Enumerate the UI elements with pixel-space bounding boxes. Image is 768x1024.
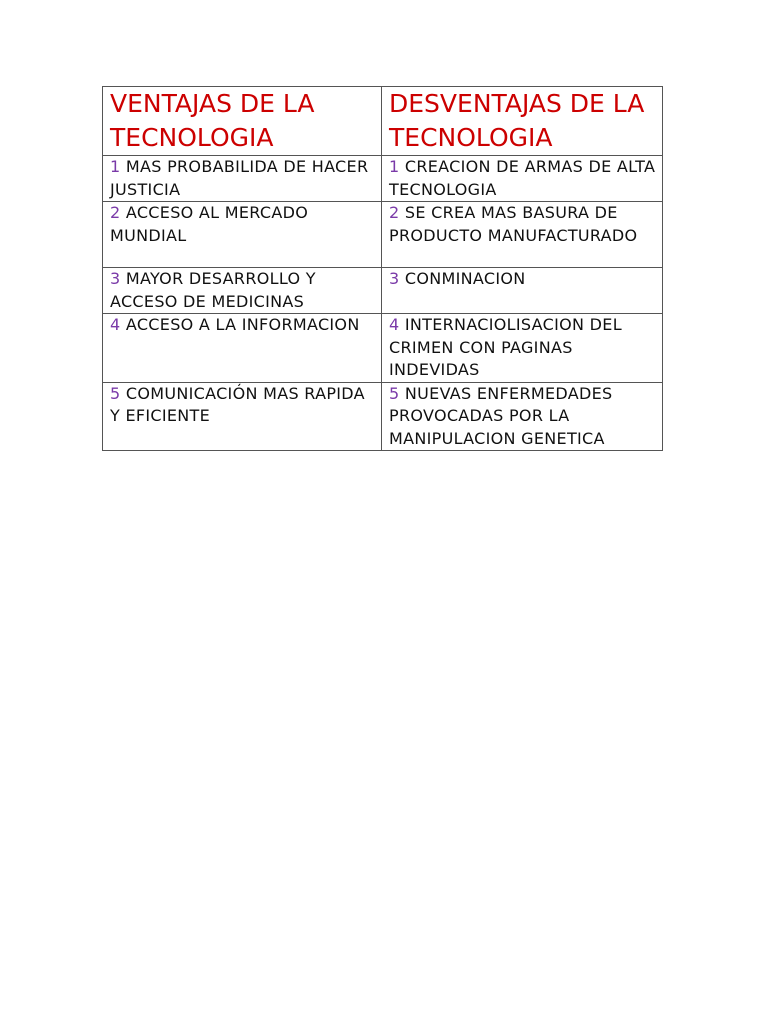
disadvantage-text: SE CREA MAS BASURA DE PRODUCTO MANUFACTURADO	[389, 203, 638, 245]
advantage-text: MAYOR DESARROLLO Y ACCESO DE MEDICINAS	[110, 269, 316, 311]
item-number: 5	[110, 383, 121, 403]
item-number: 4	[110, 315, 121, 334]
item-number: 2	[389, 203, 400, 222]
item-number: 4	[389, 315, 400, 334]
table-header-row	[103, 87, 663, 156]
table-row	[103, 314, 663, 383]
advantage-cell	[103, 156, 382, 202]
advantage-cell	[103, 268, 382, 314]
header-advantages: VENTAJAS DE LA TECNOLOGIA	[103, 87, 382, 156]
disadvantage-text: NUEVAS ENFERMEDADES PROVOCADAS POR LA MANIPULACION GENETICA	[389, 383, 613, 448]
advantage-text: MAS PROBABILIDA DE HACER JUSTICIA	[110, 157, 369, 199]
item-number: 2	[110, 203, 121, 222]
item-number: 1	[389, 157, 400, 176]
item-number: 5	[389, 383, 400, 403]
item-number: 3	[110, 269, 121, 288]
disadvantage-text: INTERNACIOLISACION DEL CRIMEN CON PAGINAS INDEVIDAS	[389, 315, 622, 379]
disadvantage-cell	[382, 268, 663, 314]
table-row	[103, 268, 663, 314]
table-row	[103, 382, 663, 451]
document-page	[102, 86, 663, 451]
disadvantage-cell	[382, 382, 663, 451]
advantage-text: ACCESO AL MERCADO MUNDIAL	[110, 203, 309, 245]
advantage-cell	[103, 382, 382, 451]
comparison-table	[102, 86, 663, 451]
header-disadvantages: DESVENTAJAS DE LA TECNOLOGIA	[382, 87, 663, 156]
disadvantage-text: CREACION DE ARMAS DE ALTA TECNOLOGIA	[389, 157, 656, 199]
item-number: 1	[110, 157, 121, 176]
disadvantage-cell	[382, 314, 663, 383]
item-number: 3	[389, 269, 400, 288]
disadvantage-text: CONMINACION	[404, 269, 526, 288]
advantage-cell	[103, 314, 382, 383]
table-row	[103, 156, 663, 202]
disadvantage-cell	[382, 156, 663, 202]
advantage-cell	[103, 202, 382, 268]
advantage-text: ACCESO A LA INFORMACION	[125, 315, 360, 334]
table-row	[103, 202, 663, 268]
disadvantage-cell	[382, 202, 663, 268]
advantage-text: COMUNICACIÓN MAS RAPIDA Y EFICIENTE	[110, 383, 365, 425]
